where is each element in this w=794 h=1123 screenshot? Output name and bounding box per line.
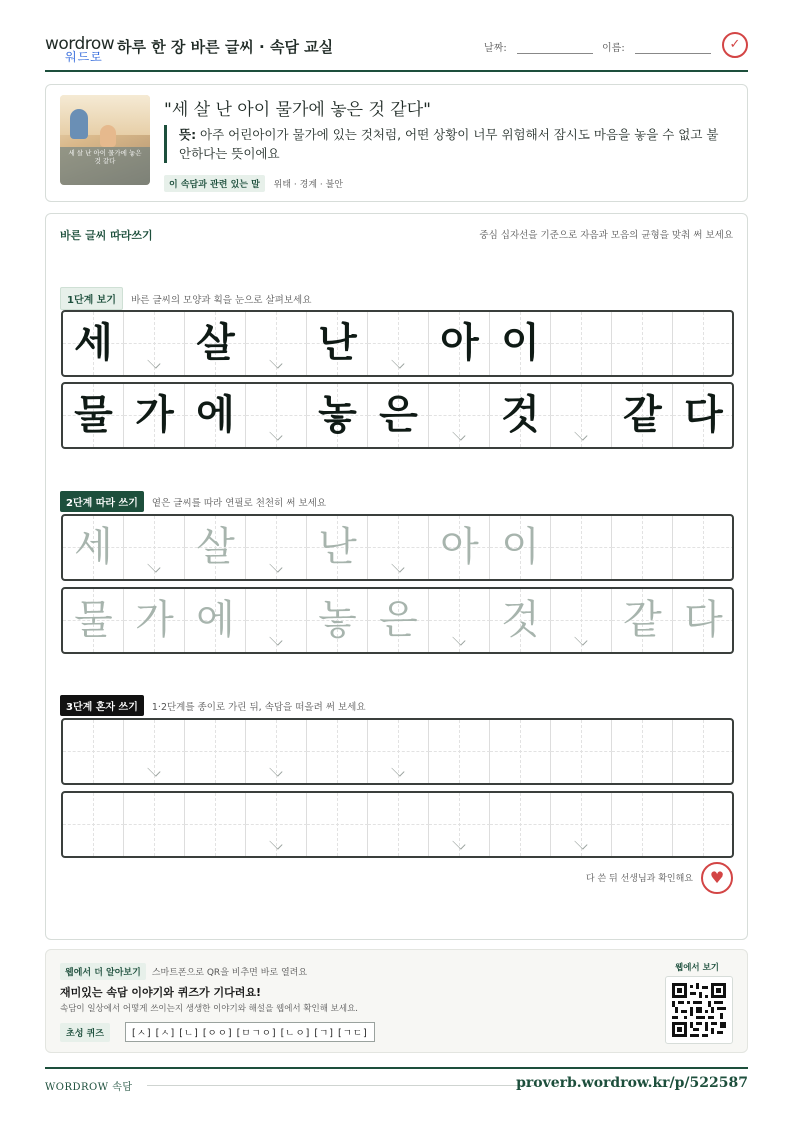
step2-tag: 2단계 따라 쓰기 — [60, 491, 144, 512]
grid-cell[interactable] — [490, 589, 551, 652]
mother-figure — [70, 109, 88, 139]
syllable-char: 살 — [196, 524, 235, 570]
grid-cell[interactable] — [490, 720, 551, 783]
guide-line-horizontal — [551, 751, 612, 752]
grid-cell — [124, 384, 185, 447]
syllable-char: 에 — [196, 597, 235, 643]
guide-line-horizontal — [429, 620, 490, 621]
quiz-answer-box: [ㅅ] [ㅅ] [ㄴ] [ㅇㅇ] [ㅁㄱㅇ] [ㄴㅇ] [ㄱ] [ㄱㄷ] — [125, 1022, 375, 1042]
step1-desc: 바른 글씨의 모양과 획을 눈으로 살펴보세요 — [131, 295, 312, 306]
grid-cell — [551, 312, 612, 375]
guide-line-horizontal — [63, 751, 124, 752]
grid-cell — [612, 384, 673, 447]
meaning-text: 아주 어린아이가 물가에 있는 것처럼, 어떤 상황이 너무 위험해서 잠시도 마음을 놓을 수 없고 불안하다는 뜻이에요 — [179, 127, 719, 161]
footer-url-link[interactable]: proverb.wordrow.kr/p/522587 — [516, 1075, 748, 1091]
step1-header — [60, 287, 311, 310]
grid-cell[interactable] — [185, 589, 246, 652]
grid-cell[interactable] — [368, 589, 429, 652]
guide-line-horizontal — [673, 343, 734, 344]
wordrow-logo[interactable]: wordrow — [45, 34, 115, 54]
page-title: 하루 한 장 바른 글씨 · 속담 교실 — [117, 38, 334, 56]
grid-cell[interactable] — [307, 589, 368, 652]
syllable-char: 같 — [623, 597, 662, 643]
guide-line-horizontal — [551, 547, 612, 548]
grid-cell[interactable] — [673, 516, 734, 579]
guide-line-horizontal — [185, 751, 246, 752]
guide-line-horizontal — [246, 824, 307, 825]
web-tag-row — [60, 963, 307, 980]
grid-cell[interactable] — [612, 793, 673, 856]
syllable-char: 가 — [135, 597, 174, 643]
trace-row-1[interactable] — [61, 514, 734, 581]
date-field[interactable]: 날짜: — [484, 39, 593, 54]
grid-cell — [63, 312, 124, 375]
guide-line-horizontal — [124, 751, 185, 752]
guide-line-horizontal — [551, 620, 612, 621]
syllable-char: 가 — [135, 392, 174, 438]
grid-cell[interactable] — [551, 516, 612, 579]
guide-line-horizontal — [246, 751, 307, 752]
syllable-char: 은 — [379, 392, 418, 438]
guide-line-horizontal — [124, 343, 185, 344]
syllable-char: 다 — [684, 392, 723, 438]
practice-hint: 중심 십자선을 기준으로 자음과 모음의 균형을 맞춰 써 보세요 — [479, 230, 733, 241]
syllable-char: 같 — [623, 392, 662, 438]
heart-stamp-icon: ♥ — [701, 862, 733, 894]
grid-cell[interactable] — [63, 516, 124, 579]
syllable-char: 이 — [501, 320, 540, 366]
syllable-char: 난 — [318, 524, 357, 570]
guide-line-horizontal — [246, 343, 307, 344]
guide-line-horizontal — [612, 824, 673, 825]
grid-cell[interactable] — [673, 589, 734, 652]
syllable-char: 은 — [379, 597, 418, 643]
proverb-card — [45, 84, 748, 202]
step2-desc: 옅은 글씨를 따라 연필로 천천히 써 보세요 — [151, 498, 327, 509]
step2-header — [60, 491, 326, 512]
syllable-char: 놓 — [318, 392, 357, 438]
grid-cell[interactable] — [63, 793, 124, 856]
guide-line-horizontal — [368, 343, 429, 344]
syllable-char: 난 — [318, 320, 357, 366]
guide-line-horizontal — [551, 824, 612, 825]
guide-line-horizontal — [368, 824, 429, 825]
grid-cell[interactable] — [185, 793, 246, 856]
grid-cell — [673, 384, 734, 447]
web-tag: 웹에서 더 알아보기 — [60, 963, 146, 980]
trace-row-2[interactable] — [61, 587, 734, 654]
qr-label: 웹에서 보기 — [674, 963, 719, 973]
web-headline: 재미있는 속담 이야기와 퀴즈가 기다려요! — [60, 986, 261, 999]
grid-cell — [612, 312, 673, 375]
grid-cell[interactable] — [612, 516, 673, 579]
related-label: 이 속담과 관련 있는 말 — [164, 175, 265, 192]
initials-quiz — [60, 1021, 375, 1042]
illustration-caption: 세 살 난 아이 물가에 놓은 것 같다 — [68, 149, 142, 165]
related-words — [164, 175, 343, 192]
qr-code-graphic — [672, 983, 726, 1037]
footer-brand: WORDROW 속담 — [45, 1082, 133, 1093]
grid-cell[interactable] — [551, 720, 612, 783]
footer-divider — [147, 1085, 537, 1086]
grid-cell[interactable] — [124, 589, 185, 652]
grid-cell[interactable] — [185, 516, 246, 579]
guide-line-horizontal — [124, 547, 185, 548]
syllable-char: 물 — [74, 597, 113, 643]
guide-line-horizontal — [246, 547, 307, 548]
syllable-char: 아 — [440, 320, 479, 366]
web-promo-box — [45, 949, 748, 1053]
guide-line-horizontal — [429, 751, 490, 752]
guide-line-horizontal — [612, 547, 673, 548]
grid-cell[interactable] — [307, 516, 368, 579]
grid-cell[interactable] — [429, 720, 490, 783]
grid-cell — [429, 312, 490, 375]
step3-desc: 1·2단계를 종이로 가린 뒤, 속담을 떠올려 써 보세요 — [151, 702, 366, 713]
grid-cell — [185, 384, 246, 447]
syllable-char: 세 — [74, 320, 113, 366]
guide-line-horizontal — [490, 824, 551, 825]
name-field[interactable]: 이름: — [602, 39, 711, 54]
guide-line-horizontal — [124, 824, 185, 825]
grid-cell — [63, 384, 124, 447]
guide-line-horizontal — [63, 824, 124, 825]
grid-cell[interactable] — [673, 793, 734, 856]
guide-line-horizontal — [429, 415, 490, 416]
guide-line-horizontal — [368, 751, 429, 752]
syllable-char: 것 — [501, 597, 540, 643]
guide-line-horizontal — [307, 751, 368, 752]
grid-cell[interactable] — [124, 793, 185, 856]
grid-cell[interactable] — [673, 720, 734, 783]
web-description: 속담이 일상에서 어떻게 쓰이는지 생생한 이야기와 해설을 웹에서 확인해 보세요. — [60, 1004, 358, 1014]
step3-tag: 3단계 혼자 쓰기 — [60, 695, 144, 716]
grid-cell[interactable] — [63, 589, 124, 652]
proverb-meaning — [164, 125, 724, 163]
guide-line-horizontal — [246, 415, 307, 416]
guide-line-horizontal — [551, 343, 612, 344]
free-row-2[interactable] — [61, 791, 734, 858]
syllable-char: 세 — [74, 524, 113, 570]
syllable-char: 에 — [196, 392, 235, 438]
grid-cell[interactable] — [307, 720, 368, 783]
grid-cell[interactable] — [612, 720, 673, 783]
grid-cell[interactable] — [185, 720, 246, 783]
syllable-char: 살 — [196, 320, 235, 366]
guide-line-horizontal — [673, 751, 734, 752]
guide-line-horizontal — [551, 415, 612, 416]
guide-line-horizontal — [368, 547, 429, 548]
model-row-2 — [61, 382, 734, 449]
grid-cell[interactable] — [490, 793, 551, 856]
proverb-illustration — [60, 95, 150, 185]
syllable-char: 다 — [684, 597, 723, 643]
page-header — [45, 28, 748, 72]
syllable-char: 놓 — [318, 597, 357, 643]
grid-cell[interactable] — [490, 516, 551, 579]
grid-cell — [368, 384, 429, 447]
grid-cell — [307, 312, 368, 375]
syllable-char: 물 — [74, 392, 113, 438]
grid-cell[interactable] — [429, 516, 490, 579]
guide-line-horizontal — [612, 343, 673, 344]
qr-code-icon[interactable] — [665, 976, 733, 1044]
grid-cell — [307, 384, 368, 447]
child-figure — [100, 125, 116, 147]
model-row-1 — [61, 310, 734, 377]
guide-line-horizontal — [673, 547, 734, 548]
step1-tag: 1단계 보기 — [60, 287, 123, 310]
syllable-char: 아 — [440, 524, 479, 570]
related-list: 위태 · 경계 · 불안 — [273, 180, 343, 190]
check-stamp-icon: ✓ — [722, 32, 748, 58]
check-note: 다 쓴 뒤 선생님과 확인해요 — [585, 874, 693, 884]
grid-cell — [185, 312, 246, 375]
proverb-quote: "세 살 난 아이 물가에 놓은 것 같다" — [164, 100, 431, 120]
grid-cell[interactable] — [368, 793, 429, 856]
guide-line-horizontal — [246, 620, 307, 621]
wordrow-logo-sub: 워드로 — [65, 50, 103, 64]
grid-cell — [490, 312, 551, 375]
grid-cell[interactable] — [307, 793, 368, 856]
step3-header — [60, 695, 366, 716]
grid-cell[interactable] — [612, 589, 673, 652]
grid-cell — [490, 384, 551, 447]
grid-cell — [673, 312, 734, 375]
guide-line-horizontal — [612, 751, 673, 752]
practice-title: 바른 글씨 따라쓰기 — [60, 229, 153, 242]
meaning-label: 뜻: — [179, 127, 197, 142]
syllable-char: 이 — [501, 524, 540, 570]
guide-line-horizontal — [307, 824, 368, 825]
guide-line-horizontal — [673, 824, 734, 825]
guide-line-horizontal — [185, 824, 246, 825]
guide-line-horizontal — [429, 824, 490, 825]
page-footer — [45, 1067, 748, 1097]
web-tag-desc: 스마트폰으로 QR을 비추면 바로 열려요 — [151, 968, 308, 978]
syllable-char: 것 — [501, 392, 540, 438]
free-row-1[interactable] — [61, 718, 734, 785]
quiz-label: 초성 퀴즈 — [60, 1023, 110, 1042]
guide-line-horizontal — [490, 751, 551, 752]
practice-section — [45, 213, 748, 940]
grid-cell[interactable] — [63, 720, 124, 783]
